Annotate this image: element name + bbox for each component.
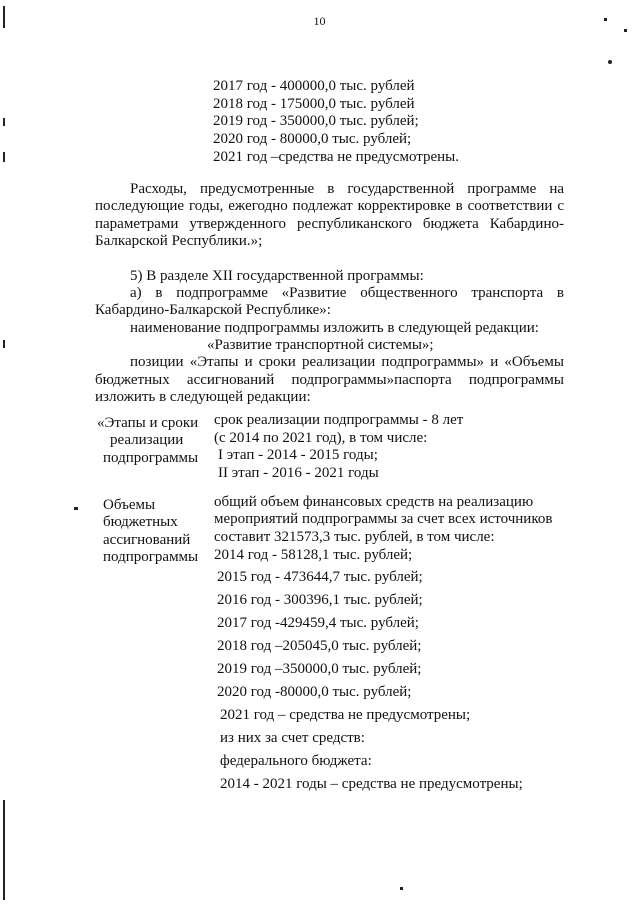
table-row-label: реализации bbox=[110, 432, 184, 448]
table-row-label: Объемы bbox=[103, 497, 156, 513]
table-cell-line: 2020 год -80000,0 тыс. рублей; bbox=[217, 684, 412, 700]
table-cell-line: общий объем финансовых средств на реализацию bbox=[214, 494, 534, 510]
table-row-label: «Этапы и сроки bbox=[97, 415, 199, 431]
table-cell-line: 2019 год –350000,0 тыс. рублей; bbox=[217, 661, 422, 677]
paragraph-line: бюджетных ассигнований подпрограммы»паспорта подпрограммы bbox=[95, 372, 564, 388]
table-cell-line: I этап - 2014 - 2015 годы; bbox=[218, 447, 378, 463]
paragraph-line: последующие годы, ежегодно подлежат корректировке в соответствии с bbox=[95, 198, 564, 214]
scan-mark bbox=[3, 152, 5, 162]
table-cell-line: составит 321573,3 тыс. рублей, в том числе: bbox=[214, 529, 495, 545]
table-cell-line: II этап - 2016 - 2021 годы bbox=[218, 465, 379, 481]
paragraph-line: параметрами утвержденного республиканского бюджета Кабардино- bbox=[95, 216, 564, 232]
scan-mark bbox=[624, 29, 627, 32]
table-cell-line: (с 2014 по 2021 год), в том числе: bbox=[214, 430, 428, 446]
paragraph-line: изложить в следующей редакции: bbox=[95, 389, 311, 405]
scan-mark bbox=[608, 60, 612, 64]
scan-mark bbox=[3, 340, 5, 348]
table-cell-line: 2016 год - 300396,1 тыс. рублей; bbox=[217, 592, 423, 608]
table-row-label: подпрограммы bbox=[103, 549, 199, 565]
new-subprogram-name: «Развитие транспортной системы»; bbox=[207, 337, 434, 353]
year-line: 2018 год - 175000,0 тыс. рублей bbox=[213, 96, 415, 112]
paragraph-line: Кабардино-Балкарской Республике»: bbox=[95, 302, 331, 318]
year-line: 2020 год - 80000,0 тыс. рублей; bbox=[213, 131, 412, 147]
table-cell-line: мероприятий подпрограммы за счет всех источников bbox=[214, 511, 553, 527]
page-number: 10 bbox=[313, 14, 326, 28]
scan-mark bbox=[400, 887, 403, 890]
paragraph-line: позиции «Этапы и сроки реализации подпрограммы» и «Объемы bbox=[130, 354, 564, 370]
paragraph-line: а) в подпрограмме «Развитие общественного транспорта в bbox=[130, 285, 564, 301]
scan-mark bbox=[74, 507, 78, 510]
table-row-label: ассигнований bbox=[103, 532, 191, 548]
paragraph-line: наименование подпрограммы изложить в следующей редакции: bbox=[130, 320, 539, 336]
paragraph-line: Расходы, предусмотренные в государственной программе на bbox=[130, 181, 564, 197]
section-heading: 5) В разделе XII государственной программы: bbox=[130, 268, 424, 284]
year-line: 2019 год - 350000,0 тыс. рублей; bbox=[213, 113, 419, 129]
scan-mark bbox=[3, 118, 5, 126]
table-cell-line: 2014 - 2021 годы – средства не предусмотрены; bbox=[220, 776, 523, 792]
table-cell-line: 2017 год -429459,4 тыс. рублей; bbox=[217, 615, 419, 631]
table-cell-line: 2021 год – средства не предусмотрены; bbox=[220, 707, 471, 723]
table-row-label: бюджетных bbox=[103, 514, 178, 530]
table-cell-line: из них за счет средств: bbox=[220, 730, 365, 746]
table-cell-line: федерального бюджета: bbox=[220, 753, 372, 769]
table-cell-line: 2015 год - 473644,7 тыс. рублей; bbox=[217, 569, 423, 585]
table-cell-line: 2014 год - 58128,1 тыс. рублей; bbox=[214, 547, 413, 563]
table-row-label: подпрограммы bbox=[103, 450, 199, 466]
year-line: 2017 год - 400000,0 тыс. рублей bbox=[213, 78, 415, 94]
table-cell-line: 2018 год –205045,0 тыс. рублей; bbox=[217, 638, 422, 654]
paragraph-line: Балкарской Республики.»; bbox=[95, 233, 263, 249]
scan-mark bbox=[3, 800, 5, 900]
year-line: 2021 год –средства не предусмотрены. bbox=[213, 149, 459, 165]
table-cell-line: срок реализации подпрограммы - 8 лет bbox=[214, 412, 464, 428]
